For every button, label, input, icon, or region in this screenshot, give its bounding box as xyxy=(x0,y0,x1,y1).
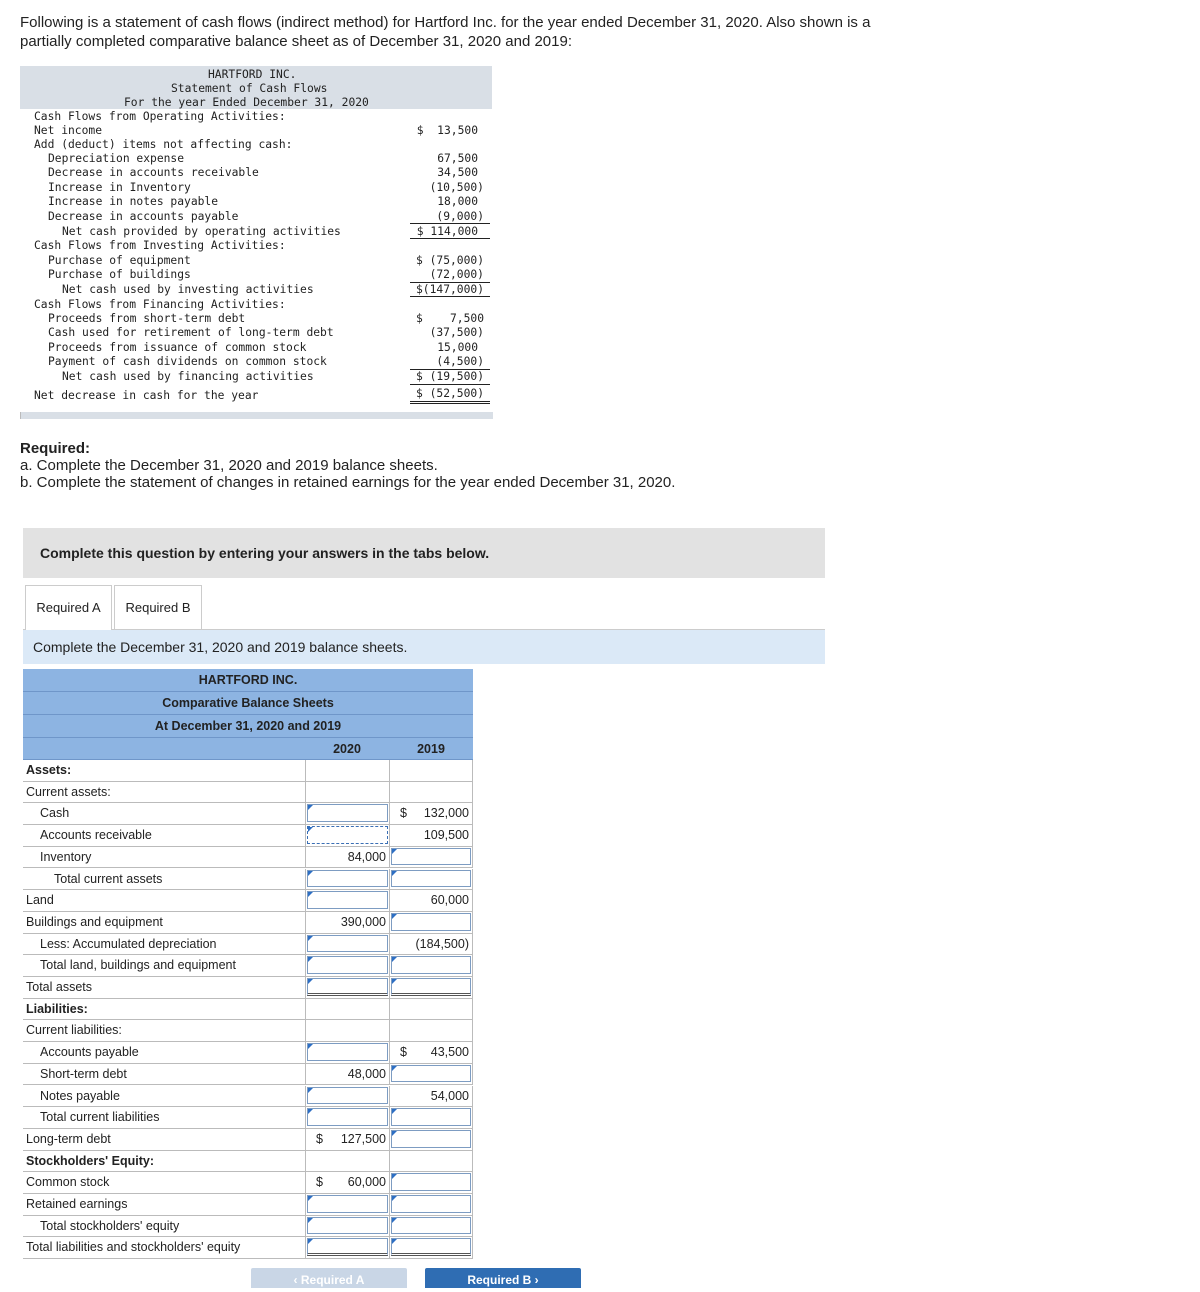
cf-inventory-value: (10,500) xyxy=(429,181,484,194)
bs-ar-label: Accounts receivable xyxy=(40,828,152,843)
cf-dividends-label: Payment of cash dividends on common stock xyxy=(48,355,327,368)
bs-cell xyxy=(389,803,473,824)
cf-net-income-label: Net income xyxy=(34,124,103,137)
total-se-2020-input[interactable] xyxy=(307,1217,388,1235)
bs-row-accounts-payable xyxy=(23,1042,473,1064)
bs-buildings-label: Buildings and equipment xyxy=(26,914,163,929)
bs-land-label: Land xyxy=(26,893,54,908)
bs-cell xyxy=(389,1042,473,1063)
required-heading: Required: xyxy=(20,440,91,457)
cf-ar-label: Decrease in accounts receivable xyxy=(48,166,259,179)
tcl-2020-input[interactable] xyxy=(307,1108,388,1126)
bs-liabilities-label: Liabilities: xyxy=(26,1001,88,1016)
dollar-sign: $ xyxy=(316,1175,323,1190)
bs-row-common-stock xyxy=(23,1172,473,1194)
total-land-2020-input[interactable] xyxy=(307,956,388,974)
bs-cell xyxy=(389,999,473,1020)
total-assets-2019-input[interactable] xyxy=(391,978,471,996)
std-2019-input[interactable] xyxy=(391,1065,471,1083)
bs-cell xyxy=(389,1064,473,1085)
cf-investing-header: Cash Flows from Investing Activities: xyxy=(34,239,286,252)
re-2020-input[interactable] xyxy=(307,1195,388,1213)
cf-investing-total-value: $(147,000) xyxy=(415,283,484,296)
cash-2020-input[interactable] xyxy=(307,804,388,822)
bs-total-le-label: Total liabilities and stockholders' equity xyxy=(26,1240,241,1255)
cf-equipment-label: Purchase of equipment xyxy=(48,254,191,267)
required-a-text: a. Complete the December 31, 2020 and 2019 balance sheets. xyxy=(20,457,438,474)
required-section xyxy=(20,440,675,491)
intro-text: Following is a statement of cash flows (indirect method) for Hartford Inc. for the year ended December 31, 2020. Also shown is a partially completed comparative balance sheet as of December 31, 2020 and 2019: xyxy=(20,14,871,50)
total-assets-2020-input[interactable] xyxy=(307,978,388,996)
bs-row-cash xyxy=(23,803,473,825)
land-2019-value: 60,000 xyxy=(430,893,469,908)
bs-row-long-term-debt xyxy=(23,1129,473,1151)
bs-row-current-assets xyxy=(23,782,473,804)
bs-cell xyxy=(305,803,389,824)
bs-cell xyxy=(305,847,389,868)
bs-cs-label: Common stock xyxy=(26,1175,110,1190)
cs-2020-value: 60,000 xyxy=(347,1175,386,1190)
bs-cell xyxy=(389,1151,473,1172)
cf-financing-total-label: Net cash used by financing activities xyxy=(62,370,314,383)
bs-cell xyxy=(389,1216,473,1237)
re-2019-input[interactable] xyxy=(391,1195,471,1213)
bs-cell xyxy=(305,1020,389,1041)
cf-depreciation-label: Depreciation expense xyxy=(48,152,185,165)
cf-rule xyxy=(410,296,490,297)
bs-date: At December 31, 2020 and 2019 xyxy=(23,715,473,738)
total-se-2019-input[interactable] xyxy=(391,1217,471,1235)
cf-net-income-value: $ 13,500 xyxy=(416,124,478,137)
np-2020-input[interactable] xyxy=(307,1087,388,1105)
cf-company: HARTFORD INC. xyxy=(208,68,297,81)
bs-row-total-stockholders-equity xyxy=(23,1216,473,1238)
cf-period: For the year Ended December 31, 2020 xyxy=(124,96,369,109)
bs-cell xyxy=(305,999,389,1020)
cf-short-term-debt-value: $ 7,500 xyxy=(415,312,484,325)
inventory-2020-value: 84,000 xyxy=(347,849,386,864)
ap-2020-input[interactable] xyxy=(307,1043,388,1061)
cash-flow-statement xyxy=(20,66,492,420)
cash-flow-footer-band xyxy=(20,412,493,419)
bs-accum-dep-label: Less: Accumulated depreciation xyxy=(40,936,217,951)
tca-2019-input[interactable] xyxy=(391,870,471,888)
cf-adjust-header: Add (deduct) items not affecting cash: xyxy=(34,138,293,151)
tab-required-b[interactable]: Required B xyxy=(114,585,202,629)
accum-dep-2020-input[interactable] xyxy=(307,935,388,953)
dollar-sign: $ xyxy=(400,806,407,821)
bs-cell xyxy=(389,869,473,890)
std-2020-value: 48,000 xyxy=(347,1066,386,1081)
bs-cell xyxy=(305,1172,389,1193)
bs-cell xyxy=(305,1194,389,1215)
bs-cell xyxy=(389,1237,473,1258)
bs-company: HARTFORD INC. xyxy=(23,669,473,692)
ar-2019-value: 109,500 xyxy=(423,828,469,843)
bs-col-2019: 2019 xyxy=(417,742,445,756)
cf-investing-total-label: Net cash used by investing activities xyxy=(62,283,314,296)
bs-inventory-label: Inventory xyxy=(40,849,92,864)
bs-cell xyxy=(389,825,473,846)
total-le-2019-input[interactable] xyxy=(391,1238,471,1256)
cf-equipment-value: $ (75,000) xyxy=(415,254,484,267)
bs-cell xyxy=(305,1151,389,1172)
cf-operating-total-label: Net cash provided by operating activities xyxy=(62,225,341,238)
bs-row-inventory xyxy=(23,847,473,869)
bs-cell xyxy=(389,955,473,976)
bs-cell xyxy=(389,1172,473,1193)
bs-title: Comparative Balance Sheets xyxy=(23,692,473,715)
bs-current-liabilities-label: Current liabilities: xyxy=(26,1023,122,1038)
bs-ap-label: Accounts payable xyxy=(40,1045,139,1060)
cf-rule xyxy=(410,401,490,402)
total-land-2019-input[interactable] xyxy=(391,956,471,974)
bs-cell xyxy=(389,782,473,803)
bs-cell xyxy=(389,1020,473,1041)
cf-title: Statement of Cash Flows xyxy=(171,82,328,95)
bs-row-total-land xyxy=(23,955,473,977)
bs-col-2020: 2020 xyxy=(333,742,361,756)
cf-financing-total-value: $ (19,500) xyxy=(415,370,484,383)
bs-cell xyxy=(305,890,389,911)
bs-total-se-label: Total stockholders' equity xyxy=(40,1218,180,1233)
bs-cash-label: Cash xyxy=(40,806,70,821)
cf-net-decrease-value: $ (52,500) xyxy=(415,387,484,400)
cf-long-term-debt-label: Cash used for retirement of long-term debt xyxy=(48,326,334,339)
np-2019-value: 54,000 xyxy=(430,1088,469,1103)
bs-cell xyxy=(389,1086,473,1107)
bs-tcl-label: Total current liabilities xyxy=(40,1110,160,1125)
required-b-text: b. Complete the statement of changes in retained earnings for the year ended December 31, 2020. xyxy=(20,474,676,491)
cf-notes-payable-value: 18,000 xyxy=(437,195,478,208)
bs-row-stockholders-equity xyxy=(23,1151,473,1173)
bs-cell xyxy=(305,1237,389,1258)
bs-np-label: Notes payable xyxy=(40,1088,120,1103)
cf-common-stock-label: Proceeds from issuance of common stock xyxy=(48,341,307,354)
cf-rule xyxy=(410,403,490,404)
bs-ltd-label: Long-term debt xyxy=(26,1131,111,1146)
cf-common-stock-value: 15,000 xyxy=(437,341,478,354)
bs-cell xyxy=(305,869,389,890)
bs-row-accumulated-depreciation xyxy=(23,934,473,956)
tca-2020-input[interactable] xyxy=(307,870,388,888)
bs-cell xyxy=(305,1042,389,1063)
bs-cell xyxy=(389,890,473,911)
bs-row-total-liabilities-equity xyxy=(23,1237,473,1259)
tab-required-a[interactable]: Required A xyxy=(25,585,112,630)
cf-depreciation-value: 67,500 xyxy=(437,152,478,165)
cf-dividends-value: (4,500) xyxy=(436,355,484,368)
bs-re-label: Retained earnings xyxy=(26,1197,128,1211)
bs-cell xyxy=(305,977,389,998)
cf-operating-header: Cash Flows from Operating Activities: xyxy=(34,110,286,123)
bs-row-total-current-liabilities xyxy=(23,1107,473,1129)
total-le-2020-input[interactable] xyxy=(307,1238,388,1256)
bs-cell xyxy=(305,760,389,781)
bs-cell xyxy=(389,912,473,933)
cf-rule xyxy=(410,238,490,239)
dollar-sign: $ xyxy=(400,1045,407,1060)
tcl-2019-input[interactable] xyxy=(391,1108,471,1126)
bs-row-retained-earnings xyxy=(23,1194,473,1216)
bs-tca-label: Total current assets xyxy=(54,871,163,886)
cf-accounts-payable-label: Decrease in accounts payable xyxy=(48,210,239,223)
ar-2020-input[interactable] xyxy=(307,826,388,844)
bs-row-total-current-assets xyxy=(23,869,473,891)
accum-dep-2019-value: (184,500) xyxy=(415,936,469,951)
cf-inventory-label: Increase in Inventory xyxy=(48,181,191,194)
bs-current-assets-label: Current assets: xyxy=(26,784,111,799)
bs-cell xyxy=(305,825,389,846)
bs-cell xyxy=(305,1216,389,1237)
cf-accounts-payable-value: (9,000) xyxy=(436,210,484,223)
bs-total-land-label: Total land, buildings and equipment xyxy=(40,958,236,973)
bs-cell xyxy=(389,760,473,781)
cf-rule xyxy=(410,384,490,385)
cf-buildings-label: Purchase of buildings xyxy=(48,268,191,281)
bs-cell xyxy=(305,955,389,976)
bs-cell xyxy=(389,847,473,868)
cf-short-term-debt-label: Proceeds from short-term debt xyxy=(48,312,246,325)
cf-rule xyxy=(410,223,490,224)
bs-cell xyxy=(305,1064,389,1085)
cf-ar-value: 34,500 xyxy=(437,166,478,179)
bs-row-short-term-debt xyxy=(23,1064,473,1086)
land-2020-input[interactable] xyxy=(307,891,388,909)
bs-cell xyxy=(305,934,389,955)
bs-row-liabilities xyxy=(23,999,473,1021)
bs-cell xyxy=(389,934,473,955)
bs-cell xyxy=(305,782,389,803)
cf-financing-header: Cash Flows from Financing Activities: xyxy=(34,298,286,311)
cf-notes-payable-label: Increase in notes payable xyxy=(48,195,219,208)
bs-cell xyxy=(389,1107,473,1128)
ltd-2019-input[interactable] xyxy=(391,1130,471,1148)
bs-assets-label: Assets: xyxy=(26,763,72,777)
bs-se-label: Stockholders' Equity: xyxy=(26,1153,154,1168)
ap-2019-value: 43,500 xyxy=(430,1045,469,1060)
cf-net-decrease-label: Net decrease in cash for the year xyxy=(34,389,259,402)
cf-long-term-debt-value: (37,500) xyxy=(429,326,484,339)
bs-column-header xyxy=(23,738,473,760)
bs-cell xyxy=(389,1129,473,1150)
bs-row-current-liabilities xyxy=(23,1020,473,1042)
prev-required-a-button[interactable]: ‹ Required A xyxy=(251,1268,407,1288)
buildings-2019-input[interactable] xyxy=(391,913,471,931)
bs-cell xyxy=(305,912,389,933)
bs-row-total-assets xyxy=(23,977,473,999)
cf-buildings-value: (72,000) xyxy=(429,268,484,281)
cf-operating-total-value: $ 114,000 xyxy=(416,225,478,238)
next-required-b-button[interactable]: Required B › xyxy=(425,1268,581,1288)
dollar-sign: $ xyxy=(316,1131,323,1146)
bs-row-assets xyxy=(23,760,473,782)
bs-row-land xyxy=(23,890,473,912)
bs-row-buildings xyxy=(23,912,473,934)
inventory-2019-input[interactable] xyxy=(391,848,471,866)
cs-2019-input[interactable] xyxy=(391,1173,471,1191)
bs-cell xyxy=(389,977,473,998)
bs-total-assets-label: Total assets xyxy=(26,980,93,994)
tab-instruction: Complete the December 31, 2020 and 2019 balance sheets. xyxy=(23,630,825,664)
bs-cell xyxy=(305,1129,389,1150)
cash-2019-value: 132,000 xyxy=(423,806,469,821)
bs-cell xyxy=(305,1107,389,1128)
bs-row-notes-payable xyxy=(23,1086,473,1108)
bs-row-accounts-receivable xyxy=(23,825,473,847)
bs-std-label: Short-term debt xyxy=(40,1066,127,1081)
ltd-2020-value: 127,500 xyxy=(340,1131,386,1146)
buildings-2020-value: 390,000 xyxy=(340,914,386,929)
bs-cell xyxy=(305,1086,389,1107)
bs-cell xyxy=(389,1194,473,1215)
instruction-banner: Complete this question by entering your answers in the tabs below. xyxy=(23,528,825,578)
